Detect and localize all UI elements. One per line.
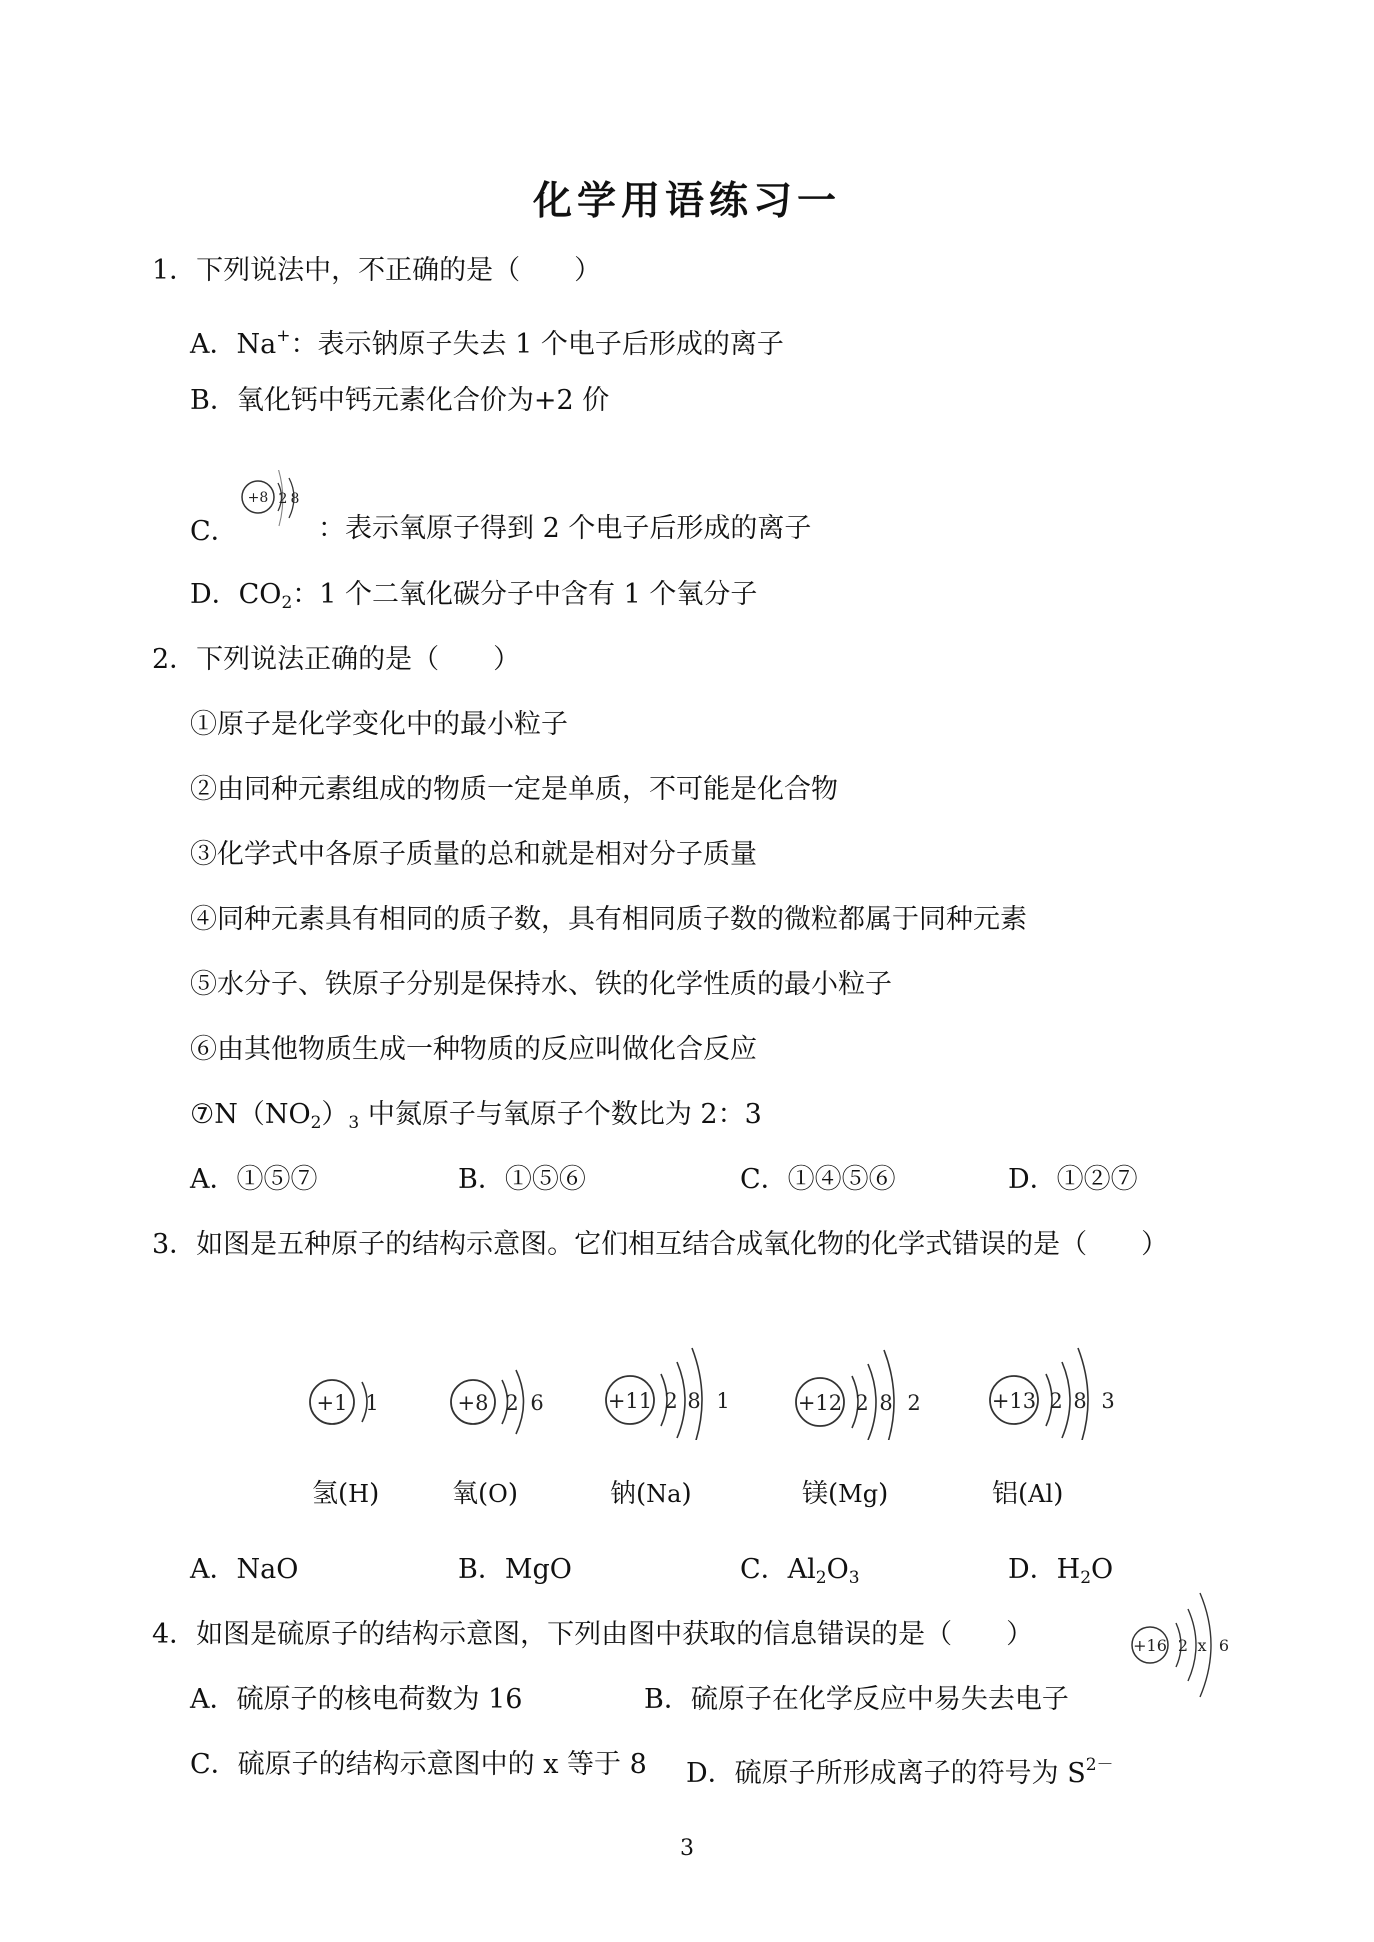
q1-oxygen-ion-diagram [225, 470, 325, 545]
sodium-symbol: Na [646, 1480, 682, 1508]
q2-item-5: ⑤水分子、铁原子分别是保持水、铁的化学性质的最小粒子 [190, 969, 892, 1000]
q3-option-c-prefix: C．Al [740, 1554, 816, 1585]
q2-item-7-sub2: 3 [348, 1113, 360, 1133]
q1-option-a [190, 319, 784, 362]
q1-diagram-shell-1: 2 [278, 491, 288, 507]
sodium-shell-2: 8 [687, 1389, 701, 1413]
q1-option-a-sup: + [276, 326, 291, 346]
q3-option-a: A．NaO [190, 1554, 299, 1585]
q3-option-d-suffix: O [1091, 1554, 1114, 1585]
q4-stem: 4．如图是硫原子的结构示意图，下列由图中获取的信息错误的是（ ） [152, 1619, 1034, 1650]
sodium-shell-1: 2 [664, 1389, 678, 1413]
q3-option-d [1008, 1553, 1113, 1595]
oxygen-nucleus: +8 [457, 1391, 489, 1415]
sodium-name: 钠 [610, 1479, 637, 1509]
sodium-shell-3: 1 [716, 1389, 730, 1413]
q3-atom-aluminium [990, 1348, 1115, 1440]
q2-item-7-mid: ） [321, 1099, 349, 1130]
q3-option-b: B．MgO [458, 1554, 572, 1585]
q2-item-6: ⑥由其他物质生成一种物质的反应叫做化合反应 [190, 1034, 757, 1065]
q2-stem: 2．下列说法正确的是（ ） [152, 644, 521, 675]
q3-label-magnesium: 镁(Mg) [802, 1479, 889, 1509]
q4-option-b: B．硫原子在化学反应中易失去电子 [644, 1684, 1069, 1715]
q3-option-c-sub2: 3 [848, 1568, 860, 1588]
q2-item-7-text: 中氮原子与氧原子个数比为 2：3 [359, 1099, 762, 1130]
q2-item-2: ②由同种元素组成的物质一定是单质，不可能是化合物 [190, 774, 838, 805]
hydrogen-shell-1: 1 [365, 1391, 379, 1415]
magnesium-shell-1: 2 [855, 1391, 869, 1415]
q4-option-c: C．硫原子的结构示意图中的 x 等于 8 [190, 1749, 647, 1780]
page-number: 3 [680, 1836, 694, 1861]
q1-stem: 1．下列说法中，不正确的是（ ） [152, 255, 602, 286]
magnesium-name: 镁 [802, 1479, 829, 1509]
q4-option-d [686, 1748, 1114, 1791]
q3-atom-oxygen [451, 1370, 544, 1434]
sulfur-shell-x: x [1197, 1636, 1207, 1655]
q3-label-sodium: 钠(Na) [610, 1479, 692, 1509]
sodium-nucleus: +11 [607, 1389, 653, 1413]
q1-option-d-text: ：1 个二氧化碳分子中含有 1 个氧分子 [292, 579, 758, 610]
q1-option-c-text: ：表示氧原子得到 2 个电子后形成的离子 [318, 513, 812, 544]
q3-atom-sodium [606, 1348, 730, 1440]
page-title: 化学用语练习一 [532, 178, 841, 224]
q3-atom-diagrams [290, 1300, 1130, 1440]
q4-sulfur-diagram [1120, 1575, 1250, 1705]
magnesium-symbol: Mg [838, 1480, 879, 1508]
q2-option-c: C．①④⑤⑥ [740, 1164, 896, 1195]
q3-option-c-sub1: 2 [815, 1568, 827, 1588]
q3-label-hydrogen: 氢(H) [312, 1479, 380, 1509]
q2-item-7-prefix: ⑦N（NO [190, 1099, 311, 1130]
q2-item-1: ①原子是化学变化中的最小粒子 [190, 709, 568, 740]
sulfur-shell-3: 6 [1218, 1636, 1230, 1655]
aluminium-nucleus: +13 [991, 1389, 1037, 1413]
q2-item-3: ③化学式中各原子质量的总和就是相对分子质量 [190, 839, 757, 870]
q2-item-7-sub: 2 [310, 1113, 322, 1133]
aluminium-symbol: Al [1028, 1480, 1054, 1508]
sulfur-shell-1: 2 [1177, 1636, 1189, 1655]
q1-option-d-sub: 2 [281, 593, 293, 613]
q2-option-b: B．①⑤⑥ [458, 1164, 586, 1195]
magnesium-nucleus: +12 [797, 1391, 843, 1415]
q2-option-a: A．①⑤⑦ [190, 1164, 318, 1195]
q2-item-4: ④同种元素具有相同的质子数，具有相同质子数的微粒都属于同种元素 [190, 904, 1027, 935]
aluminium-shell-3: 3 [1101, 1389, 1115, 1413]
q1-option-a-text: ：表示钠原子失去 1 个电子后形成的离子 [290, 329, 784, 360]
oxygen-shell-1: 2 [505, 1391, 519, 1415]
magnesium-shell-2: 8 [879, 1391, 893, 1415]
q4-option-d-prefix: D．硫原子所形成离子的符号为 S [686, 1758, 1086, 1789]
q3-option-d-prefix: D．H [1008, 1554, 1081, 1585]
oxygen-shell-2: 6 [530, 1391, 544, 1415]
hydrogen-name: 氢 [312, 1479, 339, 1509]
q3-option-c-mid: O [826, 1554, 849, 1585]
q3-option-c [740, 1553, 860, 1595]
q1-diagram-shell-2: 8 [290, 491, 300, 507]
oxygen-name: 氧 [452, 1479, 479, 1509]
q3-label-aluminium: 铝(Al) [992, 1479, 1064, 1509]
q3-stem: 3．如图是五种原子的结构示意图。它们相互结合成氧化物的化学式错误的是（ ） [152, 1229, 1169, 1260]
magnesium-shell-3: 2 [907, 1391, 921, 1415]
q1-option-a-prefix: A．Na [190, 329, 277, 360]
q2-item-7 [190, 1098, 762, 1140]
q1-option-b: B．氧化钙中钙元素化合价为+2 价 [190, 385, 610, 416]
q3-atom-hydrogen [310, 1380, 379, 1424]
sulfur-nucleus: +16 [1133, 1636, 1167, 1655]
q1-option-c-prefix: C． [190, 516, 238, 547]
aluminium-shell-2: 8 [1073, 1389, 1087, 1413]
q1-option-d [190, 578, 757, 620]
q1-option-d-prefix: D．CO [190, 579, 282, 610]
q1-diagram-nucleus: +8 [247, 490, 269, 506]
q3-option-d-sub: 2 [1080, 1568, 1092, 1588]
q3-label-oxygen: 氧(O) [452, 1479, 519, 1509]
q2-option-d: D．①②⑦ [1008, 1164, 1138, 1195]
aluminium-name: 铝 [992, 1479, 1019, 1509]
oxygen-symbol: O [488, 1480, 508, 1508]
hydrogen-symbol: H [348, 1480, 370, 1508]
q4-option-d-sup: 2－ [1085, 1755, 1114, 1775]
q3-atom-magnesium [796, 1350, 921, 1440]
q4-option-a: A．硫原子的核电荷数为 16 [190, 1684, 523, 1715]
aluminium-shell-1: 2 [1049, 1389, 1063, 1413]
hydrogen-nucleus: +1 [316, 1391, 348, 1415]
